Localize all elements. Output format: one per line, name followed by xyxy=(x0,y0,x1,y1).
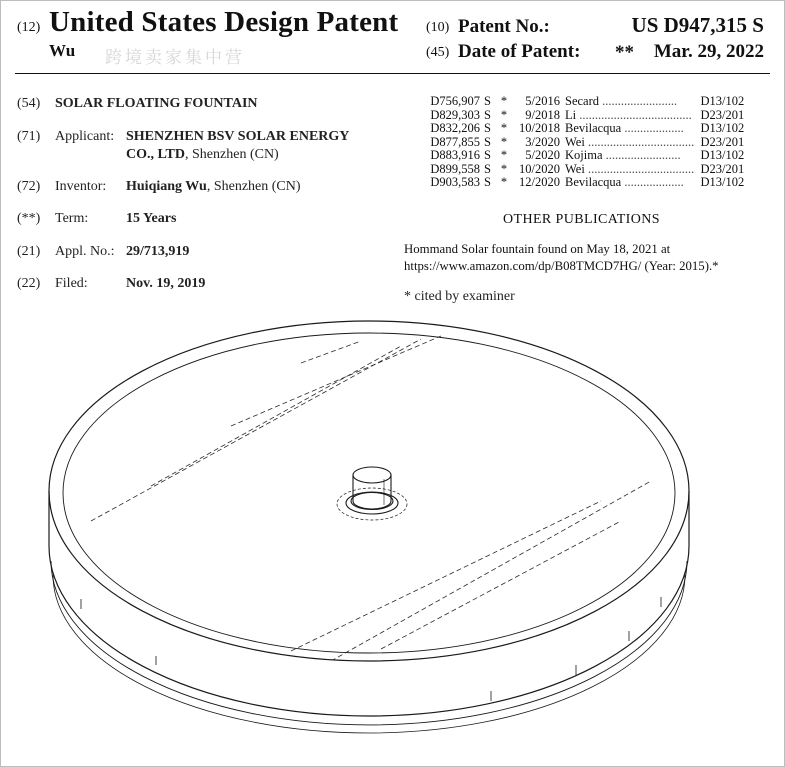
field-code: (71) xyxy=(17,129,41,144)
citation-number: D832,206 xyxy=(430,121,480,135)
patent-title: United States Design Patent xyxy=(49,6,399,38)
field-code: (22) xyxy=(17,276,41,291)
citation-name: Kojima xyxy=(565,149,603,162)
citation-star: * xyxy=(500,107,508,122)
applicant-label: Applicant: xyxy=(55,129,115,144)
fountain-drawing xyxy=(1,1,784,766)
leader-dots: ........................ xyxy=(605,149,681,162)
inventor-location: , Shenzhen (CN) xyxy=(206,179,301,194)
citation-name: Li xyxy=(565,108,577,122)
other-publications-heading: OTHER PUBLICATIONS xyxy=(503,212,660,227)
citation-class: D23/201 xyxy=(700,161,745,176)
citation-name: Bevilacqua xyxy=(565,122,622,135)
cited-by-examiner: * cited by examiner xyxy=(404,289,515,304)
appl-no-value: 29/713,919 xyxy=(126,244,190,259)
fountain-disc xyxy=(49,321,689,733)
date-stars: ** xyxy=(615,42,634,63)
disc-top-edge xyxy=(49,321,689,661)
reflection-line xyxy=(381,521,621,649)
citation-date: 12/2020 xyxy=(519,175,560,189)
inventor-surname: Wu xyxy=(49,41,76,60)
surface-reflections xyxy=(91,336,651,661)
citation-kind: S xyxy=(484,121,491,135)
applicant-location: , Shenzhen (CN) xyxy=(185,147,279,162)
citation-name: Wei xyxy=(565,135,585,149)
citation-star: * xyxy=(500,175,508,189)
inventor-value: Huiqiang Wu xyxy=(126,179,207,194)
citation-class: D23/201 xyxy=(700,134,745,149)
field-code: (54) xyxy=(17,96,41,111)
citation-kind: S xyxy=(484,107,491,122)
nozzle-collar xyxy=(351,493,393,510)
leader-dots: ........................ xyxy=(602,95,678,108)
inventor-label: Inventor: xyxy=(55,179,107,194)
citation-class: D13/102 xyxy=(700,148,745,162)
reflection-line xyxy=(301,341,361,363)
applicant-value: SHENZHEN BSV SOLAR ENERGY xyxy=(126,129,350,144)
citation-star: * xyxy=(500,134,508,149)
field-code: (72) xyxy=(17,179,41,194)
citation-class: D23/201 xyxy=(700,107,745,122)
citation-name: Secard xyxy=(565,95,600,108)
filed-value: Nov. 19, 2019 xyxy=(126,276,206,291)
patent-date: Mar. 29, 2022 xyxy=(653,41,764,62)
date-code: (45) xyxy=(426,45,450,60)
disc-rim-line xyxy=(51,561,687,725)
filed-label: Filed: xyxy=(55,276,88,291)
citation-kind: S xyxy=(484,161,491,176)
reflection-line xyxy=(151,346,401,486)
reflection-line xyxy=(291,501,601,651)
citation-date: 9/2018 xyxy=(525,107,560,122)
citation-number: D877,855 xyxy=(430,134,480,149)
citation-number: D756,907 xyxy=(430,94,480,108)
citation-star: * xyxy=(500,94,508,108)
citation-date: 5/2016 xyxy=(525,94,560,108)
leader-dots: .................................... xyxy=(579,108,692,122)
appl-no-label: Appl. No.: xyxy=(55,244,115,259)
title-value: SOLAR FLOATING FOUNTAIN xyxy=(55,96,258,111)
citation-name: Bevilacqua xyxy=(565,176,622,189)
field-code: (**) xyxy=(17,211,41,226)
leader-dots: .................................. xyxy=(587,162,695,176)
citation-kind: S xyxy=(484,175,491,189)
nozzle-top xyxy=(353,467,391,483)
leader-dots: ................... xyxy=(624,176,684,189)
patent-number: US D947,315 S xyxy=(631,13,764,37)
citation-date: 5/2020 xyxy=(525,148,560,162)
applicant-value2: CO., LTD xyxy=(126,147,186,162)
citation-star: * xyxy=(500,121,508,135)
term-value: 15 Years xyxy=(126,211,177,226)
citation-number: D883,916 xyxy=(430,148,480,162)
term-label: Term: xyxy=(55,211,89,226)
fountain-nozzle xyxy=(337,467,407,520)
reflection-line xyxy=(91,339,421,521)
citation-number: D829,303 xyxy=(430,107,480,122)
patent-no-label: Patent No.: xyxy=(458,16,550,37)
disc-bottom-edge xyxy=(49,546,689,716)
field-code: (21) xyxy=(17,244,41,259)
citation-class: D13/102 xyxy=(700,121,745,135)
citation-star: * xyxy=(500,161,508,176)
citation-number: D903,583 xyxy=(430,175,480,189)
citation-class: D13/102 xyxy=(700,175,745,189)
doc-code: (12) xyxy=(17,20,41,35)
watermark: 跨境卖家集中营 xyxy=(105,48,245,68)
citation-kind: S xyxy=(484,94,491,108)
citation-date: 3/2020 xyxy=(525,134,560,149)
patent-no-code: (10) xyxy=(426,20,450,35)
other-publications-text: Hommand Solar fountain found on May 18, 2021 at https://www.amazon.com/dp/B08TMCD7HG/ (Year: 2015).* xyxy=(404,242,719,273)
leader-dots: .................................. xyxy=(587,135,695,149)
citation-star: * xyxy=(500,148,508,162)
citation-number: D899,558 xyxy=(430,161,480,176)
citation-date: 10/2020 xyxy=(519,161,560,176)
citation-name: Wei xyxy=(565,162,585,176)
disc-rim-line-2 xyxy=(53,575,685,733)
citation-date: 10/2018 xyxy=(519,121,560,135)
reflection-line xyxy=(231,336,441,426)
citation-kind: S xyxy=(484,134,491,149)
leader-dots: ................... xyxy=(624,122,684,135)
date-label: Date of Patent: xyxy=(458,41,581,62)
citation-kind: S xyxy=(484,148,491,162)
citation-class: D13/102 xyxy=(700,94,745,108)
